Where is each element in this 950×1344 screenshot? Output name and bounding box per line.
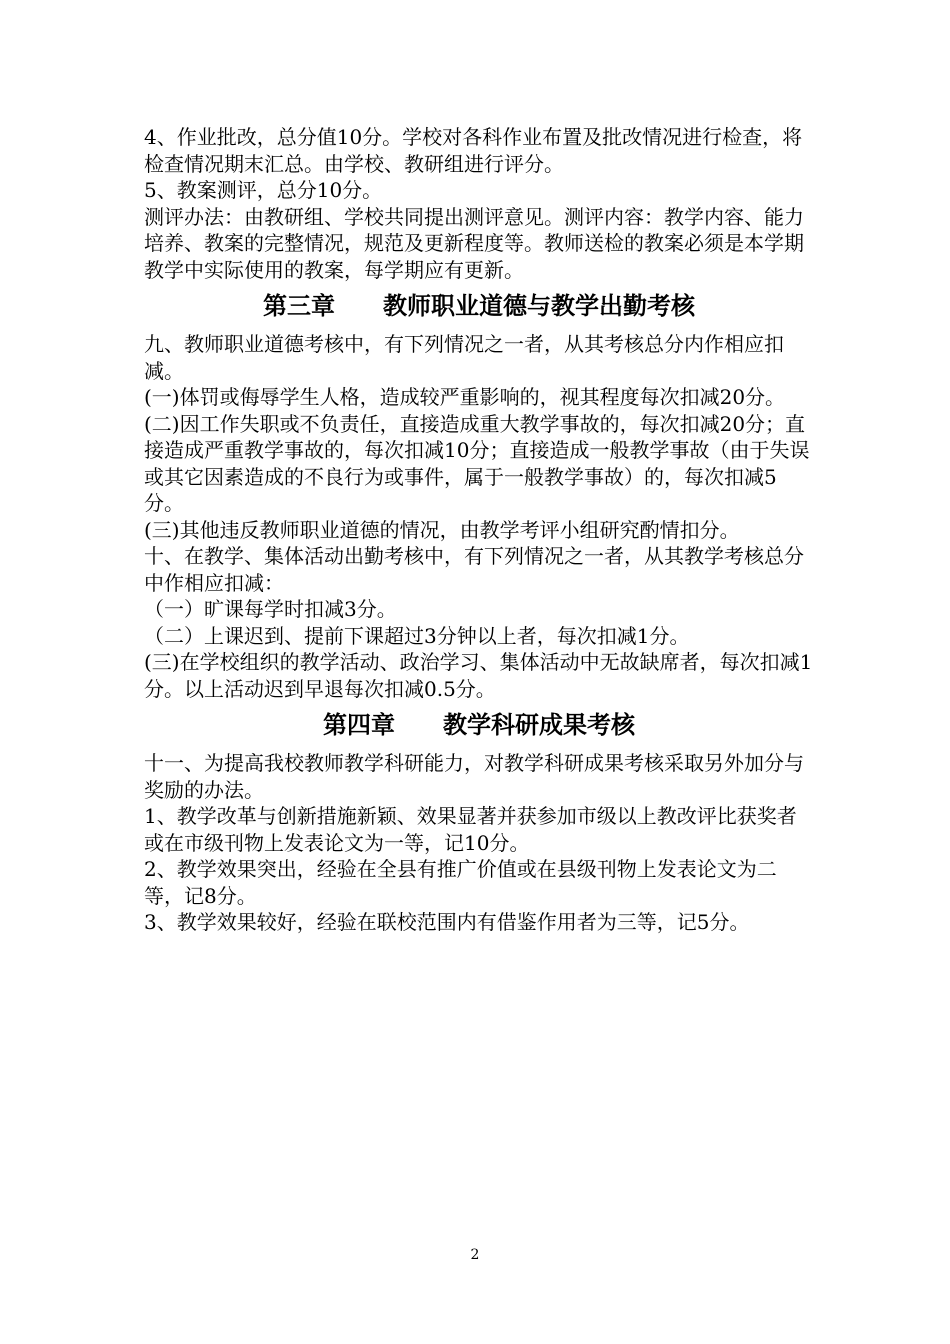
paragraph-ethics-item-1: (一)体罚或侮辱学生人格，造成较严重影响的，视其程度每次扣减20分。 [144, 385, 786, 409]
paragraph-attendance-item-1: （一）旷课每学时扣减3分。 [144, 597, 397, 621]
page-number: 2 [470, 1247, 480, 1263]
chapter-4-heading: 第四章 教学科研成果考核 [323, 711, 635, 739]
paragraph-research-intro: 十一、为提高我校教师教学科研能力，对教学科研成果考核采取另外加分与奖励的办法。 [144, 751, 804, 802]
paragraph-research-level-3: 3、教学效果较好，经验在联校范围内有借鉴作用者为三等，记5分。 [144, 910, 750, 934]
paragraph-attendance-item-3: (三)在学校组织的教学活动、政治学习、集体活动中无故缺席者，每次扣减1分。以上活动迟到早退每次扣减0.5分。 [144, 650, 813, 701]
paragraph-research-level-2: 2、教学效果突出，经验在全县有推广价值或在县级刊物上发表论文为二等，记8分。 [144, 857, 777, 908]
chapter-3-heading: 第三章 教师职业道德与教学出勤考核 [263, 292, 695, 320]
paragraph-research-level-1: 1、教学改革与创新措施新颖、效果显著并获参加市级以上教改评比获奖者或在市级刊物上发表论文为一等，记10分。 [144, 804, 797, 855]
paragraph-attendance-item-2: （二）上课迟到、提前下课超过3分钟以上者，每次扣减1分。 [144, 623, 690, 648]
paragraph-attendance-assessment: 十、在教学、集体活动出勤考核中，有下列情况之一者，从其教学考核总分中作相应扣减： [144, 544, 804, 595]
paragraph-ethics-assessment: 九、教师职业道德考核中，有下列情况之一者，从其考核总分内作相应扣减。 [144, 332, 784, 383]
paragraph-ethics-item-2: (二)因工作失职或不负责任，直接造成重大教学事故的，每次扣减20分；直接造成严重教学事故的，每次扣减10分；直接造成一般教学事故（由于失误或其它因素造成的不良行为或事件，属于一般教学事故）的，每次扣减5分。 [144, 411, 810, 515]
paragraph-homework-grading: 4、作业批改，总分值10分。学校对各科作业布置及批改情况进行检查，将检查情况期末汇总。由学校、教研组进行评分。 [144, 125, 803, 176]
paragraph-ethics-item-3: (三)其他违反教师职业道德的情况，由教学考评小组研究酌情扣分。 [144, 517, 740, 542]
paragraph-evaluation-method: 测评办法：由教研组、学校共同提出测评意见。测评内容：教学内容、能力培养、教案的完整情况，规范及更新程度等。教师送检的教案必须是本学期教学中实际使用的教案，每学期应有更新。 [144, 204, 804, 282]
document-body [144, 124, 814, 936]
paragraph-lesson-plan-evaluation: 5、教案测评，总分10分。 [144, 178, 383, 202]
